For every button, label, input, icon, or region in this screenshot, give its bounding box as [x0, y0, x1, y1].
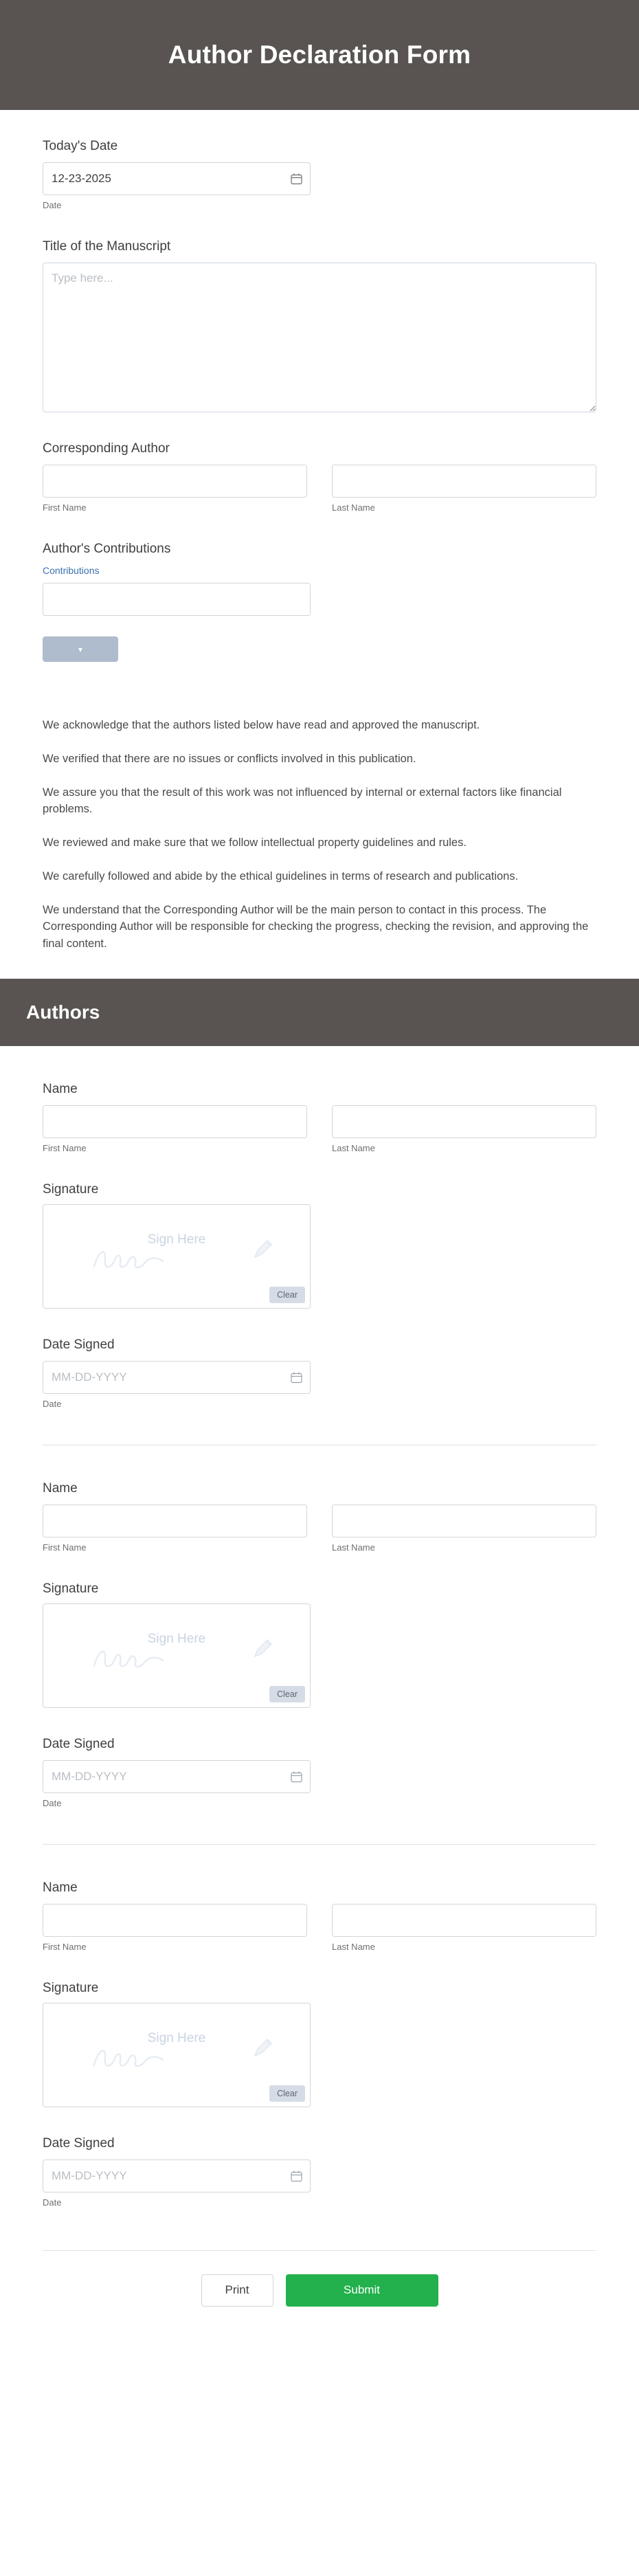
author-first-name-input[interactable] — [43, 1904, 307, 1937]
signature-label: Signature — [43, 1980, 99, 1995]
signature-hint: Sign Here — [147, 1232, 206, 1247]
statement-item: We reviewed and make sure that we follow intellectual property guidelines and rules. — [43, 836, 467, 849]
date-signed-label: Date Signed — [43, 1337, 115, 1352]
contributions-dropdown-button[interactable]: ▾ — [43, 636, 118, 662]
date-signed-sublabel: Date — [43, 2197, 62, 2208]
date-signed-input-wrap — [43, 2159, 311, 2192]
declaration-statements — [43, 717, 596, 953]
author-name-row — [43, 1504, 596, 1553]
date-signed-input[interactable] — [43, 1361, 311, 1394]
author-last-name-input[interactable] — [332, 1504, 596, 1537]
form-header — [0, 0, 639, 110]
corresponding-author-last-name-input[interactable] — [332, 465, 596, 498]
contributions-input[interactable] — [43, 583, 311, 616]
pen-icon — [251, 2036, 274, 2060]
pen-icon — [251, 1238, 274, 1261]
field-contributions — [43, 542, 596, 662]
page-title: Author Declaration Form — [168, 41, 471, 69]
signature-hint: Sign Here — [147, 1631, 206, 1646]
statement-item: We carefully followed and abide by the ethical guidelines in terms of research and publications. — [43, 869, 519, 882]
statement-item: We verified that there are no issues or conflicts involved in this publication. — [43, 752, 416, 765]
pen-icon — [251, 1637, 274, 1661]
corresponding-author-label: Corresponding Author — [43, 441, 170, 456]
author-date-signed-field — [43, 1337, 596, 1409]
signature-pad[interactable] — [43, 2003, 311, 2107]
author-name-row — [43, 1904, 596, 1952]
contributions-label: Author's Contributions — [43, 542, 171, 556]
signature-label: Signature — [43, 1581, 99, 1596]
author-signature-field — [43, 1981, 596, 2107]
authors-section-header — [0, 979, 639, 1046]
field-todays-date — [43, 139, 596, 210]
date-signed-label: Date Signed — [43, 1736, 115, 1751]
author-signature-field — [43, 1182, 596, 1309]
author-signature-field — [43, 1581, 596, 1708]
manuscript-title-textarea[interactable] — [43, 263, 596, 412]
author-first-name-col — [43, 1105, 307, 1153]
form-body — [0, 139, 639, 953]
signature-clear-button[interactable]: Clear — [269, 1287, 305, 1303]
date-signed-sublabel: Date — [43, 1398, 62, 1409]
author-first-name-sublabel: First Name — [43, 1142, 87, 1153]
date-signed-input[interactable] — [43, 1760, 311, 1793]
contributions-sublabel: Contributions — [43, 565, 100, 576]
todays-date-label: Today's Date — [43, 139, 118, 153]
author-first-name-sublabel: First Name — [43, 1941, 87, 1952]
statement-item: We acknowledge that the authors listed below have read and approved the manuscript. — [43, 719, 480, 731]
author-name-field — [43, 1481, 596, 1553]
statement-item: We understand that the Corresponding Author will be the main person to contact in this process. The Corresponding Author will be responsible for checking the progress, checking the revision, and approving the final content. — [43, 903, 589, 950]
author-first-name-input[interactable] — [43, 1105, 307, 1138]
signature-label: Signature — [43, 1181, 99, 1197]
author-name-label: Name — [43, 1480, 78, 1496]
author-last-name-sublabel: Last Name — [332, 1542, 375, 1553]
corresponding-author-first-name-input[interactable] — [43, 465, 307, 498]
author-last-name-sublabel: Last Name — [332, 1941, 375, 1952]
author-first-name-col — [43, 1904, 307, 1952]
date-signed-input-wrap — [43, 1361, 311, 1394]
todays-date-input[interactable] — [43, 162, 311, 195]
author-last-name-col — [332, 1504, 596, 1553]
author-last-name-col — [332, 1105, 596, 1153]
author-first-name-input[interactable] — [43, 1504, 307, 1537]
authors-section-title: Authors — [26, 1001, 100, 1023]
signature-hint: Sign Here — [147, 2030, 206, 2045]
date-signed-input-wrap — [43, 1760, 311, 1793]
print-button[interactable]: Print — [201, 2274, 273, 2307]
signature-pad[interactable] — [43, 1204, 311, 1309]
author-name-field — [43, 1082, 596, 1153]
author-block — [43, 1845, 596, 2208]
author-first-name-sublabel: First Name — [43, 1542, 87, 1553]
corresponding-author-name-row — [43, 465, 596, 513]
corresponding-author-first-name-sublabel: First Name — [43, 502, 87, 513]
author-last-name-input[interactable] — [332, 1904, 596, 1937]
corresponding-author-last-col — [332, 465, 596, 513]
corresponding-author-last-name-sublabel: Last Name — [332, 502, 375, 513]
author-name-label: Name — [43, 1081, 78, 1096]
author-last-name-sublabel: Last Name — [332, 1142, 375, 1153]
todays-date-input-wrap — [43, 162, 311, 195]
author-block — [43, 1445, 596, 1808]
footer-actions — [43, 2251, 596, 2338]
field-corresponding-author — [43, 441, 596, 513]
submit-button[interactable]: Submit — [286, 2274, 438, 2307]
authors-section-body — [0, 1046, 639, 2338]
date-signed-input[interactable] — [43, 2159, 311, 2192]
author-block — [43, 1046, 596, 1409]
author-name-label: Name — [43, 1880, 78, 1895]
statement-item: We assure you that the result of this work was not influenced by internal or external factors like financial problems. — [43, 786, 562, 816]
signature-scribble-icon — [91, 1245, 181, 1274]
manuscript-title-label: Title of the Manuscript — [43, 239, 171, 254]
author-name-row — [43, 1105, 596, 1153]
author-date-signed-field — [43, 1737, 596, 1808]
author-last-name-input[interactable] — [332, 1105, 596, 1138]
signature-pad[interactable] — [43, 1603, 311, 1708]
signature-clear-button[interactable]: Clear — [269, 1686, 305, 1702]
date-signed-label: Date Signed — [43, 2135, 115, 2151]
signature-clear-button[interactable]: Clear — [269, 2085, 305, 2102]
signature-scribble-icon — [91, 1644, 181, 1673]
signature-scribble-icon — [91, 2043, 181, 2072]
field-manuscript-title — [43, 239, 596, 412]
author-first-name-col — [43, 1504, 307, 1553]
todays-date-sublabel: Date — [43, 200, 62, 210]
author-last-name-col — [332, 1904, 596, 1952]
author-name-field — [43, 1880, 596, 1952]
author-date-signed-field — [43, 2136, 596, 2208]
corresponding-author-first-col — [43, 465, 307, 513]
date-signed-sublabel: Date — [43, 1797, 62, 1808]
